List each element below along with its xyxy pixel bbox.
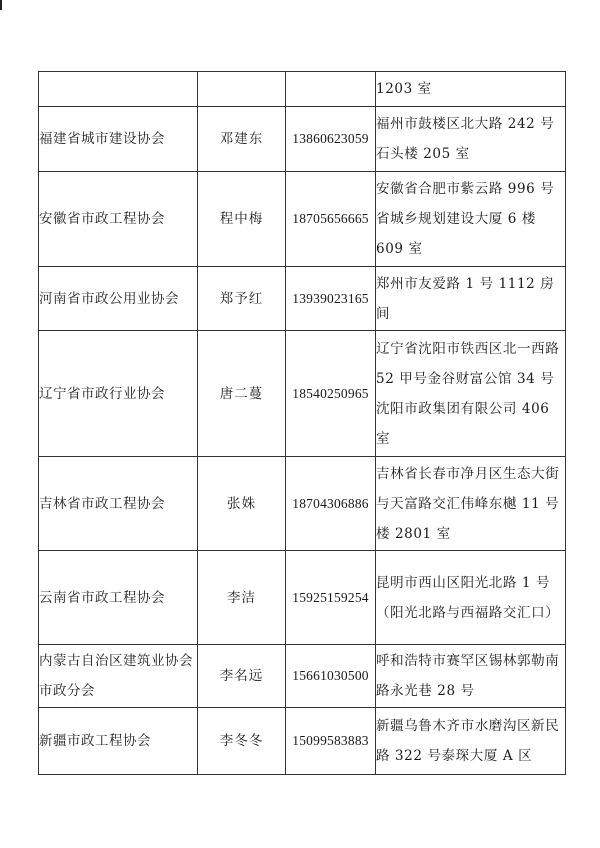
phone-cell: 15925159254 [286, 551, 376, 645]
org-cell: 福建省城市建设协会 [39, 107, 198, 172]
org-cell: 云南省市政工程协会 [39, 551, 198, 645]
phone-cell: 18540250965 [286, 331, 376, 457]
phone-cell: 13860623059 [286, 107, 376, 172]
table-row [39, 645, 566, 708]
contact-person-cell: 李冬冬 [198, 708, 286, 775]
address-cell: 郑州市友爱路 1 号 1112 房间 [376, 267, 566, 331]
org-cell: 吉林省市政工程协会 [39, 457, 198, 551]
address-cell: 新疆乌鲁木齐市水磨沟区新民路 322 号泰琛大厦 A 区 [376, 708, 566, 775]
address-cell: 1203 室 [376, 72, 566, 107]
address-cell: 辽宁省沈阳市铁西区北一西路 52 甲号金谷财富公馆 34 号沈阳市政集团有限公司 406 室 [376, 331, 566, 457]
org-cell: 辽宁省市政行业协会 [39, 331, 198, 457]
contact-person-cell: 张姝 [198, 457, 286, 551]
address-cell: 安徽省合肥市紫云路 996 号省城乡规划建设大厦 6 楼 609 室 [376, 172, 566, 267]
org-cell [39, 72, 198, 107]
org-cell: 安徽省市政工程协会 [39, 172, 198, 267]
contact-person-cell [198, 72, 286, 107]
table-row [39, 267, 566, 331]
contact-table [38, 71, 566, 775]
table-row [39, 107, 566, 172]
phone-cell: 15099583883 [286, 708, 376, 775]
contact-person-cell: 李名远 [198, 645, 286, 708]
table-row [39, 457, 566, 551]
phone-cell: 18705656665 [286, 172, 376, 267]
table-row [39, 708, 566, 775]
contact-person-cell: 程中梅 [198, 172, 286, 267]
contact-person-cell: 郑予红 [198, 267, 286, 331]
phone-cell: 15661030500 [286, 645, 376, 708]
table-row [39, 331, 566, 457]
contact-person-cell: 唐二蔓 [198, 331, 286, 457]
contact-person-cell: 邓建东 [198, 107, 286, 172]
address-cell: 昆明市西山区阳光北路 1 号（阳光北路与西福路交汇口） [376, 551, 566, 645]
phone-cell [286, 72, 376, 107]
table-row [39, 551, 566, 645]
address-cell: 呼和浩特市赛罕区锡林郭勒南路永光巷 28 号 [376, 645, 566, 708]
address-cell: 福州市鼓楼区北大路 242 号石头楼 205 室 [376, 107, 566, 172]
org-cell: 河南省市政公用业协会 [39, 267, 198, 331]
scan-edge-mark [0, 0, 2, 10]
org-cell: 内蒙古自治区建筑业协会市政分会 [39, 645, 198, 708]
phone-cell: 13939023165 [286, 267, 376, 331]
address-cell: 吉林省长春市净月区生态大街与天富路交汇伟峰东樾 11 号楼 2801 室 [376, 457, 566, 551]
phone-cell: 18704306886 [286, 457, 376, 551]
table-row [39, 172, 566, 267]
table-row [39, 72, 566, 107]
org-cell: 新疆市政工程协会 [39, 708, 198, 775]
contact-person-cell: 李洁 [198, 551, 286, 645]
